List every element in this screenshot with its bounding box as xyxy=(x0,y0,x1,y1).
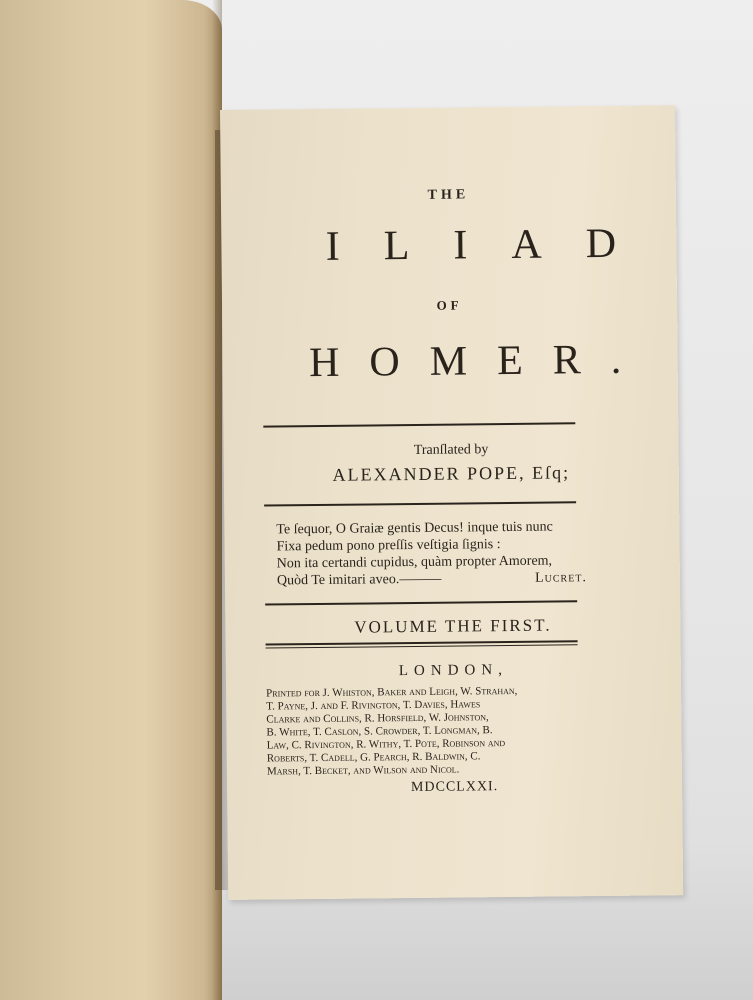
imprint-line: Roberts, T. Cadell, G. Pearch, R. Baldwin, C. xyxy=(266,750,481,765)
epigraph-line: Non ita certandi cupidus, quàm propter Amorem, xyxy=(276,553,553,572)
epigraph-line: Te ſequor, O Graiæ gentis Decus! inque tuis nunc xyxy=(276,519,553,538)
title-homer: HOMER. xyxy=(308,336,652,387)
imprint-line: T. Payne, J. and F. Rivington, T. Davies, Hawes xyxy=(266,698,481,713)
epigraph-attribution: Lucret. xyxy=(534,570,587,586)
epigraph-line-text: Quòd Te imitari aveo.——— xyxy=(276,571,442,589)
imprint-line: Law, C. Rivington, R. Withy, T. Pote, Robinson and xyxy=(266,737,506,752)
divider-rule xyxy=(264,501,576,506)
translator-name: ALEXANDER POPE, Eſq; xyxy=(332,462,571,485)
imprint-place: LONDON, xyxy=(398,662,508,680)
imprint-line: Printed for J. Whiston, Baker and Leigh, W. Strahan, xyxy=(266,684,518,700)
left-page xyxy=(0,0,222,1000)
divider-rule xyxy=(263,422,575,427)
title-iliad: ILIAD xyxy=(325,220,661,270)
imprint xyxy=(266,684,585,778)
imprint-date: MDCCLXXI. xyxy=(410,779,499,796)
imprint-line: Marsh, T. Becket, and Wilson and Nicol. xyxy=(266,763,460,778)
divider-rule xyxy=(265,600,577,605)
imprint-line: Clarke and Collins, R. Horsfield, W. Johnston, xyxy=(266,711,489,726)
translated-by: Tranſlated by xyxy=(413,442,489,458)
imprint-line: B. White, T. Caslon, S. Crowder, T. Longman, B. xyxy=(266,724,493,739)
volume-label: VOLUME THE FIRST. xyxy=(354,615,552,637)
epigraph xyxy=(276,518,587,589)
epigraph-line xyxy=(277,569,587,589)
epigraph-line: Fixa pedum pono preſſis veſtigia ſignis : xyxy=(276,537,501,555)
title-the: THE xyxy=(427,187,470,203)
title-of: OF xyxy=(436,297,463,313)
title-page xyxy=(220,105,683,900)
